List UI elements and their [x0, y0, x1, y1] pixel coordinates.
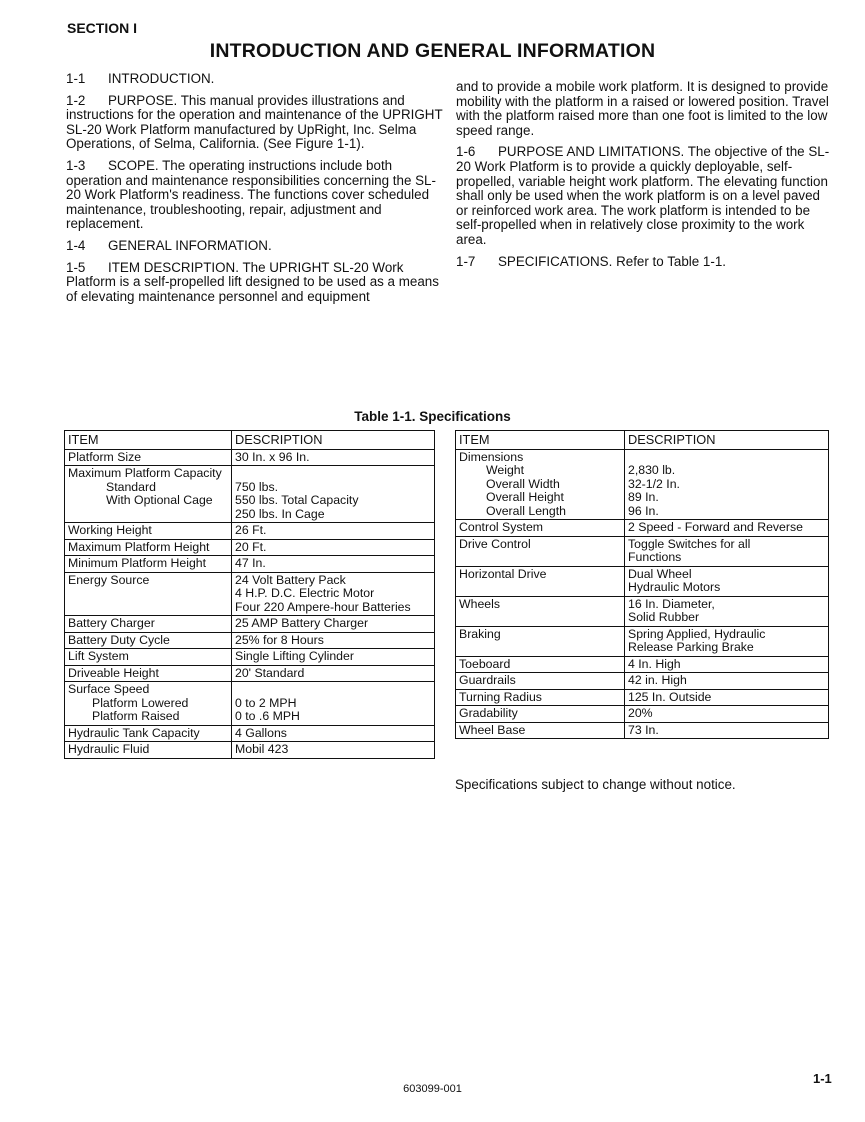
- description-cell: Mobil 423: [232, 742, 435, 759]
- description-cell: 42 in. High: [625, 673, 829, 690]
- description-line: 550 lbs. Total Capacity: [235, 493, 359, 507]
- item-label: Dimensions: [459, 449, 524, 464]
- paragraph-1-5-continued: and to provide a mobile work platform. It is designed to provide mobility with the platform in a raised or lowered position. Travel with the platform raised more than one foot is limited to the low speed range.: [456, 79, 829, 138]
- item-label: Maximum Platform Capacity: [68, 466, 222, 480]
- description-cell: [625, 596, 829, 626]
- item-cell: Minimum Platform Height: [65, 556, 232, 573]
- page-title: INTRODUCTION AND GENERAL INFORMATION: [209, 40, 656, 62]
- item-cell: Gradability: [456, 706, 625, 723]
- table-header-row: [65, 431, 435, 450]
- item-cell: Energy Source: [65, 572, 232, 616]
- paragraph-text: Refer to Table 1-1.: [616, 253, 726, 269]
- description-line: 89 In.: [628, 490, 659, 504]
- paragraph-1-3: [66, 159, 446, 232]
- description-cell: Single Lifting Cylinder: [232, 649, 435, 666]
- paragraph-heading: PURPOSE AND LIMITATIONS.: [498, 144, 685, 160]
- paragraph-1-2: [66, 94, 446, 152]
- description-line: 750 lbs.: [235, 479, 279, 494]
- table-row: [65, 616, 435, 633]
- table-row: [65, 556, 435, 573]
- item-cell: [456, 449, 625, 520]
- description-line: Functions: [628, 550, 682, 564]
- description-line: 0 to .6 MPH: [235, 709, 300, 723]
- table-row: [456, 722, 829, 739]
- item-cell: Wheels: [456, 596, 625, 626]
- description-cell: [625, 626, 829, 656]
- item-cell: Driveable Height: [65, 665, 232, 682]
- table-row: [456, 706, 829, 723]
- description-cell: 4 In. High: [625, 656, 829, 673]
- description-line: 96 In.: [628, 503, 659, 518]
- description-cell: [232, 572, 435, 616]
- table-row: [65, 665, 435, 682]
- table-row: [456, 449, 829, 520]
- item-cell: Battery Duty Cycle: [65, 632, 232, 649]
- table-title: Table 1-1. Specifications: [354, 409, 511, 424]
- paragraph-heading: ITEM DESCRIPTION.: [108, 259, 239, 275]
- description-line: Release Parking Brake: [628, 640, 754, 654]
- table-row: [65, 725, 435, 742]
- description-line: 32-1/2 In.: [628, 476, 680, 491]
- column-header-description: DESCRIPTION: [232, 431, 435, 450]
- item-cell: Hydraulic Fluid: [65, 742, 232, 759]
- description-cell: [232, 466, 435, 523]
- table-header-row: [456, 431, 829, 450]
- item-cell: Toeboard: [456, 656, 625, 673]
- table-row: [65, 449, 435, 466]
- description-cell: 20 Ft.: [232, 539, 435, 556]
- item-label: Surface Speed: [68, 682, 150, 696]
- paragraph-heading: GENERAL INFORMATION.: [108, 237, 272, 253]
- item-cell: Hydraulic Tank Capacity: [65, 725, 232, 742]
- paragraph-text: The objective of the SL-20 Work Platform is to provide a quickly deployable, self-propelled, variable height work platform. The elevating function shall only be used when the work platform is on a level paved or reinforced work area. The work platform is intended to be self-propelled when in relatively close proximity to the work area.: [456, 144, 830, 247]
- paragraph-heading: INTRODUCTION.: [108, 71, 215, 86]
- right-text-column: [456, 80, 830, 276]
- description-cell: [625, 536, 829, 566]
- page-number: 1-1: [813, 1071, 832, 1086]
- description-line: Four 220 Ampere-hour Batteries: [235, 599, 411, 614]
- description-line: 250 lbs. In Cage: [235, 506, 325, 521]
- paragraph-number: 1-1: [66, 71, 86, 86]
- paragraph-text: The UPRIGHT SL-20 Work Platform is a self-propelled lift designed to be used as a means of elevating maintenance personnel and equipment: [66, 259, 439, 304]
- item-cell: [65, 682, 232, 726]
- description-line: Solid Rubber: [628, 610, 700, 624]
- description-cell: 20%: [625, 706, 829, 723]
- paragraph-number: 1-3: [66, 157, 86, 173]
- description-cell: 20' Standard: [232, 665, 435, 682]
- table-row: [456, 673, 829, 690]
- section-label: SECTION I: [67, 20, 138, 36]
- table-row: [456, 656, 829, 673]
- column-header-item: ITEM: [456, 431, 625, 450]
- item-cell: Lift System: [65, 649, 232, 666]
- description-cell: 25 AMP Battery Charger: [232, 616, 435, 633]
- table-row: [65, 523, 435, 540]
- paragraph-1-1: [66, 72, 446, 87]
- description-cell: [625, 566, 829, 596]
- description-cell: 30 In. x 96 In.: [232, 449, 435, 466]
- paragraph-number: 1-5: [66, 259, 86, 275]
- specifications-note: Specifications subject to change without notice.: [455, 777, 736, 792]
- sub-item-label: Platform Raised: [92, 709, 180, 723]
- item-cell: Guardrails: [456, 673, 625, 690]
- table-row: [65, 466, 435, 523]
- description-cell: 47 In.: [232, 556, 435, 573]
- description-cell: 2 Speed - Forward and Reverse: [625, 520, 829, 537]
- item-cell: Turning Radius: [456, 689, 625, 706]
- paragraph-number: 1-7: [456, 253, 476, 269]
- item-cell: Horizontal Drive: [456, 566, 625, 596]
- description-line: Hydraulic Motors: [628, 580, 721, 594]
- item-cell: Control System: [456, 520, 625, 537]
- description-line: Dual Wheel: [628, 566, 692, 581]
- paragraph-heading: SPECIFICATIONS.: [498, 253, 613, 269]
- paragraph-text: The operating instructions include both operation and maintenance responsibilities concerning the SL-20 Work Platform's readiness. The functions cover scheduled maintenance, troubleshooting, repair, adjustment and replacement.: [66, 157, 436, 232]
- description-cell: [625, 449, 829, 520]
- paragraph-heading: SCOPE.: [108, 157, 159, 173]
- table-row: [456, 689, 829, 706]
- description-cell: 25% for 8 Hours: [232, 632, 435, 649]
- description-cell: 125 In. Outside: [625, 689, 829, 706]
- description-line: Spring Applied, Hydraulic: [628, 626, 766, 641]
- table-row: [456, 536, 829, 566]
- item-cell: Working Height: [65, 523, 232, 540]
- document-number: 603099-001: [403, 1083, 462, 1095]
- item-cell: Platform Size: [65, 449, 232, 466]
- sub-item-label: With Optional Cage: [106, 493, 213, 507]
- item-cell: Wheel Base: [456, 722, 625, 739]
- table-row: [65, 632, 435, 649]
- description-cell: 4 Gallons: [232, 725, 435, 742]
- item-cell: Drive Control: [456, 536, 625, 566]
- description-line: 0 to 2 MPH: [235, 695, 297, 710]
- sub-item-label: Overall Height: [486, 490, 564, 504]
- paragraph-number: 1-2: [66, 92, 86, 108]
- description-line: 24 Volt Battery Pack: [235, 572, 346, 587]
- item-cell: [65, 466, 232, 523]
- left-text-column: [66, 72, 446, 311]
- table-row: [65, 539, 435, 556]
- description-line: Toggle Switches for all: [628, 536, 751, 551]
- table-row: [65, 742, 435, 759]
- item-cell: Maximum Platform Height: [65, 539, 232, 556]
- column-header-description: DESCRIPTION: [625, 431, 829, 450]
- table-row: [65, 649, 435, 666]
- spec-table-right: [455, 430, 829, 739]
- description-line: 4 H.P. D.C. Electric Motor: [235, 586, 375, 600]
- paragraph-text: This manual provides illustrations and instructions for the operation and maintenance of the UPRIGHT SL-20 Work Platform manufactured by UpRight, Inc. Selma Operations, of Selma, California. (See Figure 1-1).: [66, 92, 443, 152]
- sub-item-label: Overall Length: [486, 503, 566, 518]
- table-row: [456, 596, 829, 626]
- description-line: 2,830 lb.: [628, 463, 676, 477]
- paragraph-number: 1-6: [456, 144, 476, 160]
- paragraph-1-5: [66, 261, 446, 305]
- item-cell: Braking: [456, 626, 625, 656]
- table-row: [456, 566, 829, 596]
- description-cell: [232, 682, 435, 726]
- description-cell: 73 In.: [625, 722, 829, 739]
- sub-item-label: Platform Lowered: [92, 695, 189, 710]
- column-header-item: ITEM: [65, 431, 232, 450]
- item-cell: Battery Charger: [65, 616, 232, 633]
- description-cell: 26 Ft.: [232, 523, 435, 540]
- sub-item-label: Weight: [486, 463, 525, 477]
- paragraph-number: 1-4: [66, 237, 86, 253]
- spec-table-left: [64, 430, 435, 759]
- sub-item-label: Overall Width: [486, 476, 560, 491]
- sub-item-label: Standard: [106, 479, 156, 494]
- paragraph-1-6: [456, 145, 830, 247]
- table-row: [65, 572, 435, 616]
- description-line: 16 In. Diameter,: [628, 596, 715, 611]
- table-row: [456, 520, 829, 537]
- paragraph-1-7: [456, 255, 830, 270]
- table-row: [65, 682, 435, 726]
- paragraph-1-4: [66, 239, 446, 254]
- paragraph-heading: PURPOSE.: [108, 92, 178, 108]
- table-row: [456, 626, 829, 656]
